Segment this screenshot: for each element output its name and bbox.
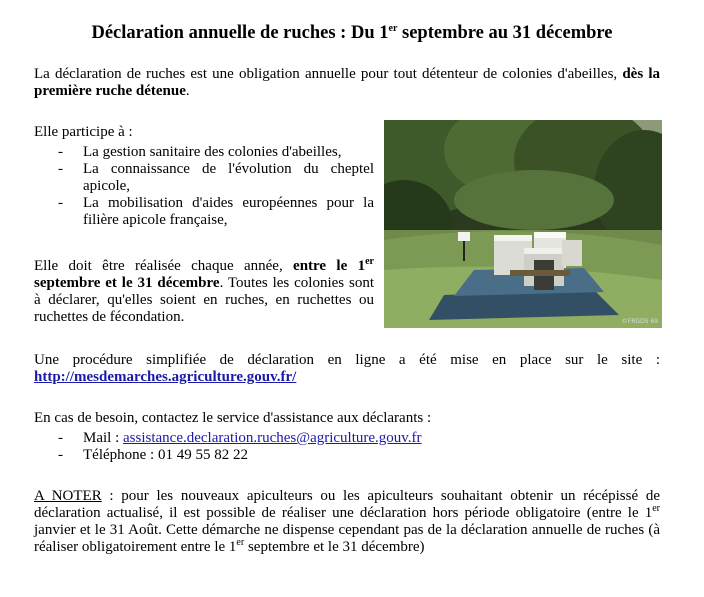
intro-paragraph: La déclaration de ruches est une obligation annuelle pour tout détenteur de colonies d'abeilles, dès la première ruche détenue.: [34, 66, 660, 99]
procedure-paragraph: Une procédure simplifiée de déclaration en ligne a été mise en place sur le site : http://mesdemarches.agriculture.gouv.fr/: [34, 352, 660, 385]
mesdemarches-link[interactable]: http://mesdemarches.agriculture.gouv.fr/: [34, 369, 297, 385]
assistance-email-link[interactable]: assistance.declaration.ruches@agriculture.gouv.fr: [123, 430, 422, 446]
assistance-heading: En cas de besoin, contactez le service d'assistance aux déclarants :: [34, 410, 432, 426]
periode-paragraph: Elle doit être réalisée chaque année, entre le 1er septembre et le 31 décembre. Toutes les colonies sont à déclarer, qu'elles soient en ruches, en ruchettes ou ruchettes de fécondation.: [34, 256, 374, 325]
list-item: - Téléphone : 01 49 55 82 22: [58, 447, 248, 463]
list-item: - La gestion sanitaire des colonies d'abeilles,: [58, 144, 342, 160]
photo-credit: ©FRGDS 69: [621, 318, 658, 325]
list-item: - Mail : assistance.declaration.ruches@agriculture.gouv.fr: [58, 430, 422, 446]
note-label: A NOTER: [34, 488, 102, 504]
participe-heading: Elle participe à :: [34, 124, 133, 140]
note-paragraph: A NOTER : pour les nouveaux apiculteurs ou les apiculteurs souhaitant obtenir un récépissé de déclaration actualisé, il est possible de réaliser une déclaration hors période obligatoire (entre le 1er janvier et le 31 Août. Cette démarche ne dispense cependant pas de la déclaration annuelle de ruches (à réaliser obligatoirement entre le 1er septembre et le 31 décembre): [34, 488, 660, 555]
list-item: - La mobilisation d'aides européennes pour la filière apicole française,: [58, 195, 374, 228]
assistance-list: [34, 430, 422, 464]
apiary-photo-image: [384, 120, 662, 328]
apiary-photo: [384, 120, 662, 328]
page-title: Déclaration annuelle de ruches : Du 1er septembre au 31 décembre: [91, 22, 613, 43]
participe-list: [34, 144, 374, 229]
list-item: - La connaissance de l'évolution du cheptel apicole,: [58, 161, 374, 194]
